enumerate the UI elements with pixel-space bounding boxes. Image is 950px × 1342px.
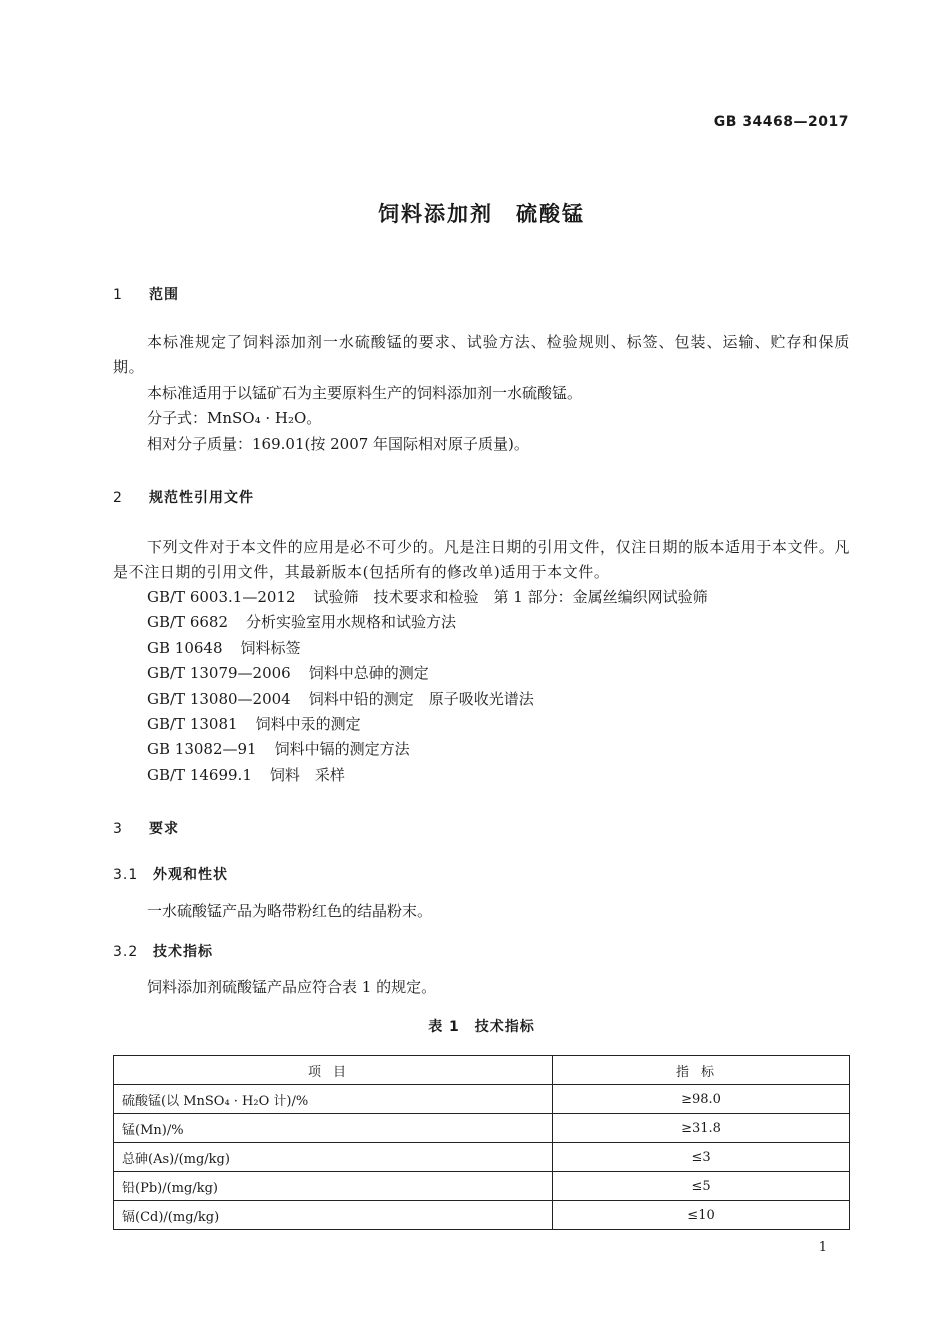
section-number: 3.2 [113, 944, 139, 960]
table-cell-item: 镉(Cd)/(mg/kg) [114, 1201, 553, 1230]
table-cell-value: ≤10 [553, 1201, 850, 1230]
section-3-1-heading [113, 864, 228, 884]
section-1-paragraph-1: 本标准规定了饲料添加剂一水硫酸锰的要求、试验方法、检验规则、标签、包装、运输、贮存和保质期。 [113, 333, 850, 376]
table-cell-item: 铅(Pb)/(mg/kg) [114, 1172, 553, 1201]
technical-spec-table [113, 1055, 850, 1230]
table-cell-value: ≤3 [553, 1143, 850, 1172]
section-1-paragraph-2: 本标准适用于以锰矿石为主要原料生产的饲料添加剂一水硫酸锰。 [147, 384, 583, 402]
reference-item [147, 737, 410, 762]
section-number: 1 [113, 287, 123, 303]
column-header-item: 项目 [114, 1056, 553, 1085]
column-header-value: 指标 [553, 1056, 850, 1085]
table-cell-value: ≥98.0 [553, 1085, 850, 1114]
table-cell-item: 锰(Mn)/% [114, 1114, 553, 1143]
reference-code: GB/T 13079—2006 [147, 664, 291, 682]
reference-title: 饲料中镉的测定方法 [274, 740, 410, 758]
reference-code: GB/T 6682 [147, 613, 229, 631]
reference-code: GB 13082—91 [147, 740, 257, 758]
section-number: 2 [113, 490, 123, 506]
table-row [114, 1114, 850, 1143]
section-3-2-heading [113, 941, 213, 961]
standard-number: GB 34468—2017 [713, 114, 849, 130]
reference-code: GB/T 6003.1—2012 [147, 588, 296, 606]
table-cell-item: 总砷(As)/(mg/kg) [114, 1143, 553, 1172]
spec-reference-text: 饲料添加剂硫酸锰产品应符合表 1 的规定。 [147, 978, 437, 996]
reference-code: GB/T 13080—2004 [147, 690, 291, 708]
molecular-mass: 相对分子质量：169.01(按 2007 年国际相对原子质量)。 [147, 435, 529, 453]
appearance-text: 一水硫酸锰产品为略带粉红色的结晶粉末。 [147, 902, 433, 920]
section-2-intro: 下列文件对于本文件的应用是必不可少的。凡是注日期的引用文件，仅注日期的版本适用于本文件。凡是不注日期的引用文件，其最新版本(包括所有的修改单)适用于本文件。 [113, 538, 850, 581]
section-title: 规范性引用文件 [149, 490, 254, 506]
reference-title: 饲料 采样 [269, 766, 345, 784]
reference-code: GB/T 14699.1 [147, 766, 252, 784]
reference-item [147, 585, 708, 610]
reference-item [147, 636, 301, 661]
reference-item [147, 610, 456, 635]
reference-title: 饲料中总砷的测定 [308, 664, 429, 682]
section-3-heading [113, 818, 179, 838]
section-title: 外观和性状 [153, 867, 228, 883]
section-1-heading [113, 284, 179, 304]
document-title: 饲料添加剂 硫酸锰 [378, 202, 585, 226]
molecular-formula: 分子式：MnSO₄ · H₂O。 [147, 409, 322, 427]
page-number: 1 [818, 1240, 827, 1255]
table-caption: 表 1 技术指标 [428, 1019, 535, 1035]
reference-title: 分析实验室用水规格和试验方法 [246, 613, 457, 631]
reference-title: 试验筛 技术要求和检验 第 1 部分：金属丝编织网试验筛 [313, 588, 708, 606]
reference-item [147, 687, 534, 712]
table-row [114, 1085, 850, 1114]
table-cell-item: 硫酸锰(以 MnSO₄ · H₂O 计)/% [114, 1085, 553, 1114]
section-2-heading [113, 487, 254, 507]
section-title: 技术指标 [153, 944, 213, 960]
table-cell-value: ≤5 [553, 1172, 850, 1201]
reference-item [147, 763, 345, 788]
section-title: 要求 [149, 821, 179, 837]
table-row [114, 1143, 850, 1172]
table-header-row [114, 1056, 850, 1085]
reference-title: 饲料中汞的测定 [255, 715, 361, 733]
table-cell-value: ≥31.8 [553, 1114, 850, 1143]
reference-code: GB 10648 [147, 639, 223, 657]
reference-code: GB/T 13081 [147, 715, 238, 733]
reference-item [147, 712, 361, 737]
table-row [114, 1172, 850, 1201]
reference-item [147, 661, 429, 686]
section-number: 3 [113, 821, 123, 837]
reference-title: 饲料标签 [240, 639, 301, 657]
table-row [114, 1201, 850, 1230]
reference-title: 饲料中铅的测定 原子吸收光谱法 [308, 690, 534, 708]
section-number: 3.1 [113, 867, 139, 883]
section-title: 范围 [149, 287, 179, 303]
